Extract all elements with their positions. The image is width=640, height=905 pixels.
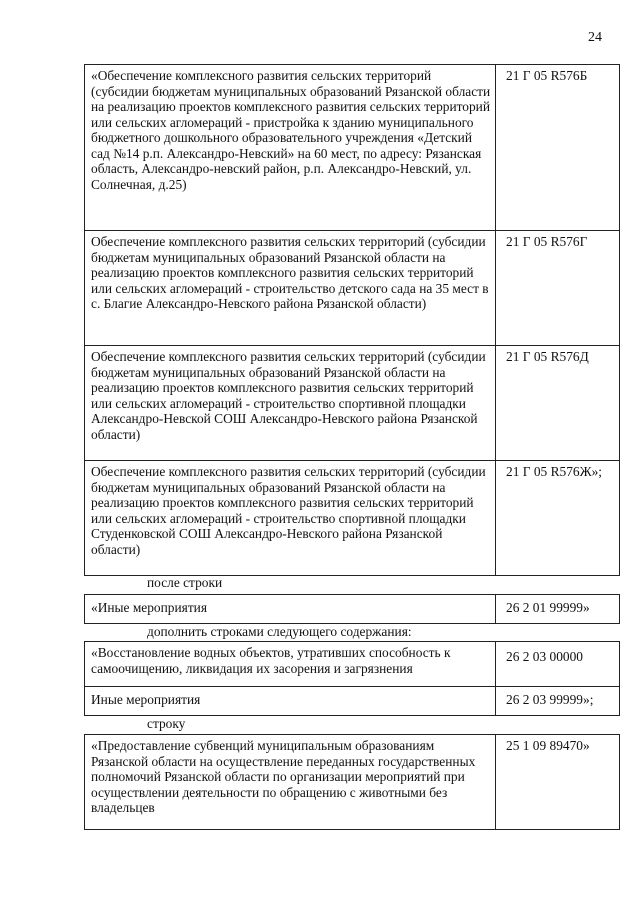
table-row <box>85 735 619 829</box>
row-name: «Обеспечение комплексного развития сельских территорий (субсидии бюджетам муниципальных образований Рязанской области на реализацию проектов комплексного развития сельских территорий или сельских агломераций - пристройка к зданию муниципального бюджетного дошкольного образовательного учреждения «Детский сад №14 р.п. Александро-Невский» на 60 мест, по адресу: Рязанская область, Александро-невский район, р.п. Александро-Невский, ул. Солнечная, д.25) <box>85 65 496 230</box>
row-code: 26 2 03 00000 <box>506 649 583 664</box>
add-rows-label: дополнить строками следующего содержания: <box>147 624 412 639</box>
row-code: 21 Г 05 R576Ж»; <box>506 464 602 479</box>
after-row-label: после строки <box>147 575 223 590</box>
row-name: «Иные мероприятия <box>85 595 496 623</box>
row-name: «Предоставление субвенций муниципальным образованиям Рязанской области на осуществление переданных государственных полномочий Рязанской области по организации мероприятий при осуществлении деятельности по обращению с животными без владельцев <box>85 735 496 829</box>
table-row <box>85 642 619 686</box>
row-name: Обеспечение комплексного развития сельских территорий (субсидии бюджетам муниципальных образований Рязанской области на реализацию проектов комплексного развития сельских территорий или сельских агломераций - строительство детского сада на 35 мест в с. Благие Александро-Невского района Рязанской области) <box>85 231 496 345</box>
row-code: 21 Г 05 R576Г <box>506 234 588 249</box>
table-row <box>85 65 619 230</box>
row-name: «Восстановление водных объектов, утративших способность к самоочищению, ликвидация их засорения и загрязнения <box>85 642 496 686</box>
row-code: 26 2 01 99999» <box>506 600 590 615</box>
page-number: 24 <box>588 30 602 45</box>
table-row <box>85 345 619 460</box>
codes-table-2 <box>84 594 620 624</box>
row-code: 21 Г 05 R576Д <box>506 349 589 364</box>
row-code: 26 2 03 99999»; <box>506 692 594 707</box>
row-name: Иные мероприятия <box>85 687 496 715</box>
row-code: 21 Г 05 R576Б <box>506 68 588 83</box>
row-code: 25 1 09 89470» <box>506 738 590 753</box>
table-row <box>85 595 619 623</box>
codes-table-1 <box>84 64 620 576</box>
row-label: строку <box>147 716 186 731</box>
codes-table-3 <box>84 641 620 716</box>
row-name: Обеспечение комплексного развития сельских территорий (субсидии бюджетам муниципальных образований Рязанской области на реализацию проектов комплексного развития сельских территорий или сельских агломераций - строительство спортивной площадки Студенковской СОШ Александро-Невского района Рязанской области) <box>85 461 496 575</box>
table-row <box>85 230 619 345</box>
table-row <box>85 686 619 715</box>
table-row <box>85 460 619 575</box>
codes-table-4 <box>84 734 620 830</box>
row-name: Обеспечение комплексного развития сельских территорий (субсидии бюджетам муниципальных образований Рязанской области на реализацию проектов комплексного развития сельских территорий или сельских агломераций - строительство спортивной площадки Александро-Невской СОШ Александро-Невского района Рязанской области) <box>85 346 496 460</box>
